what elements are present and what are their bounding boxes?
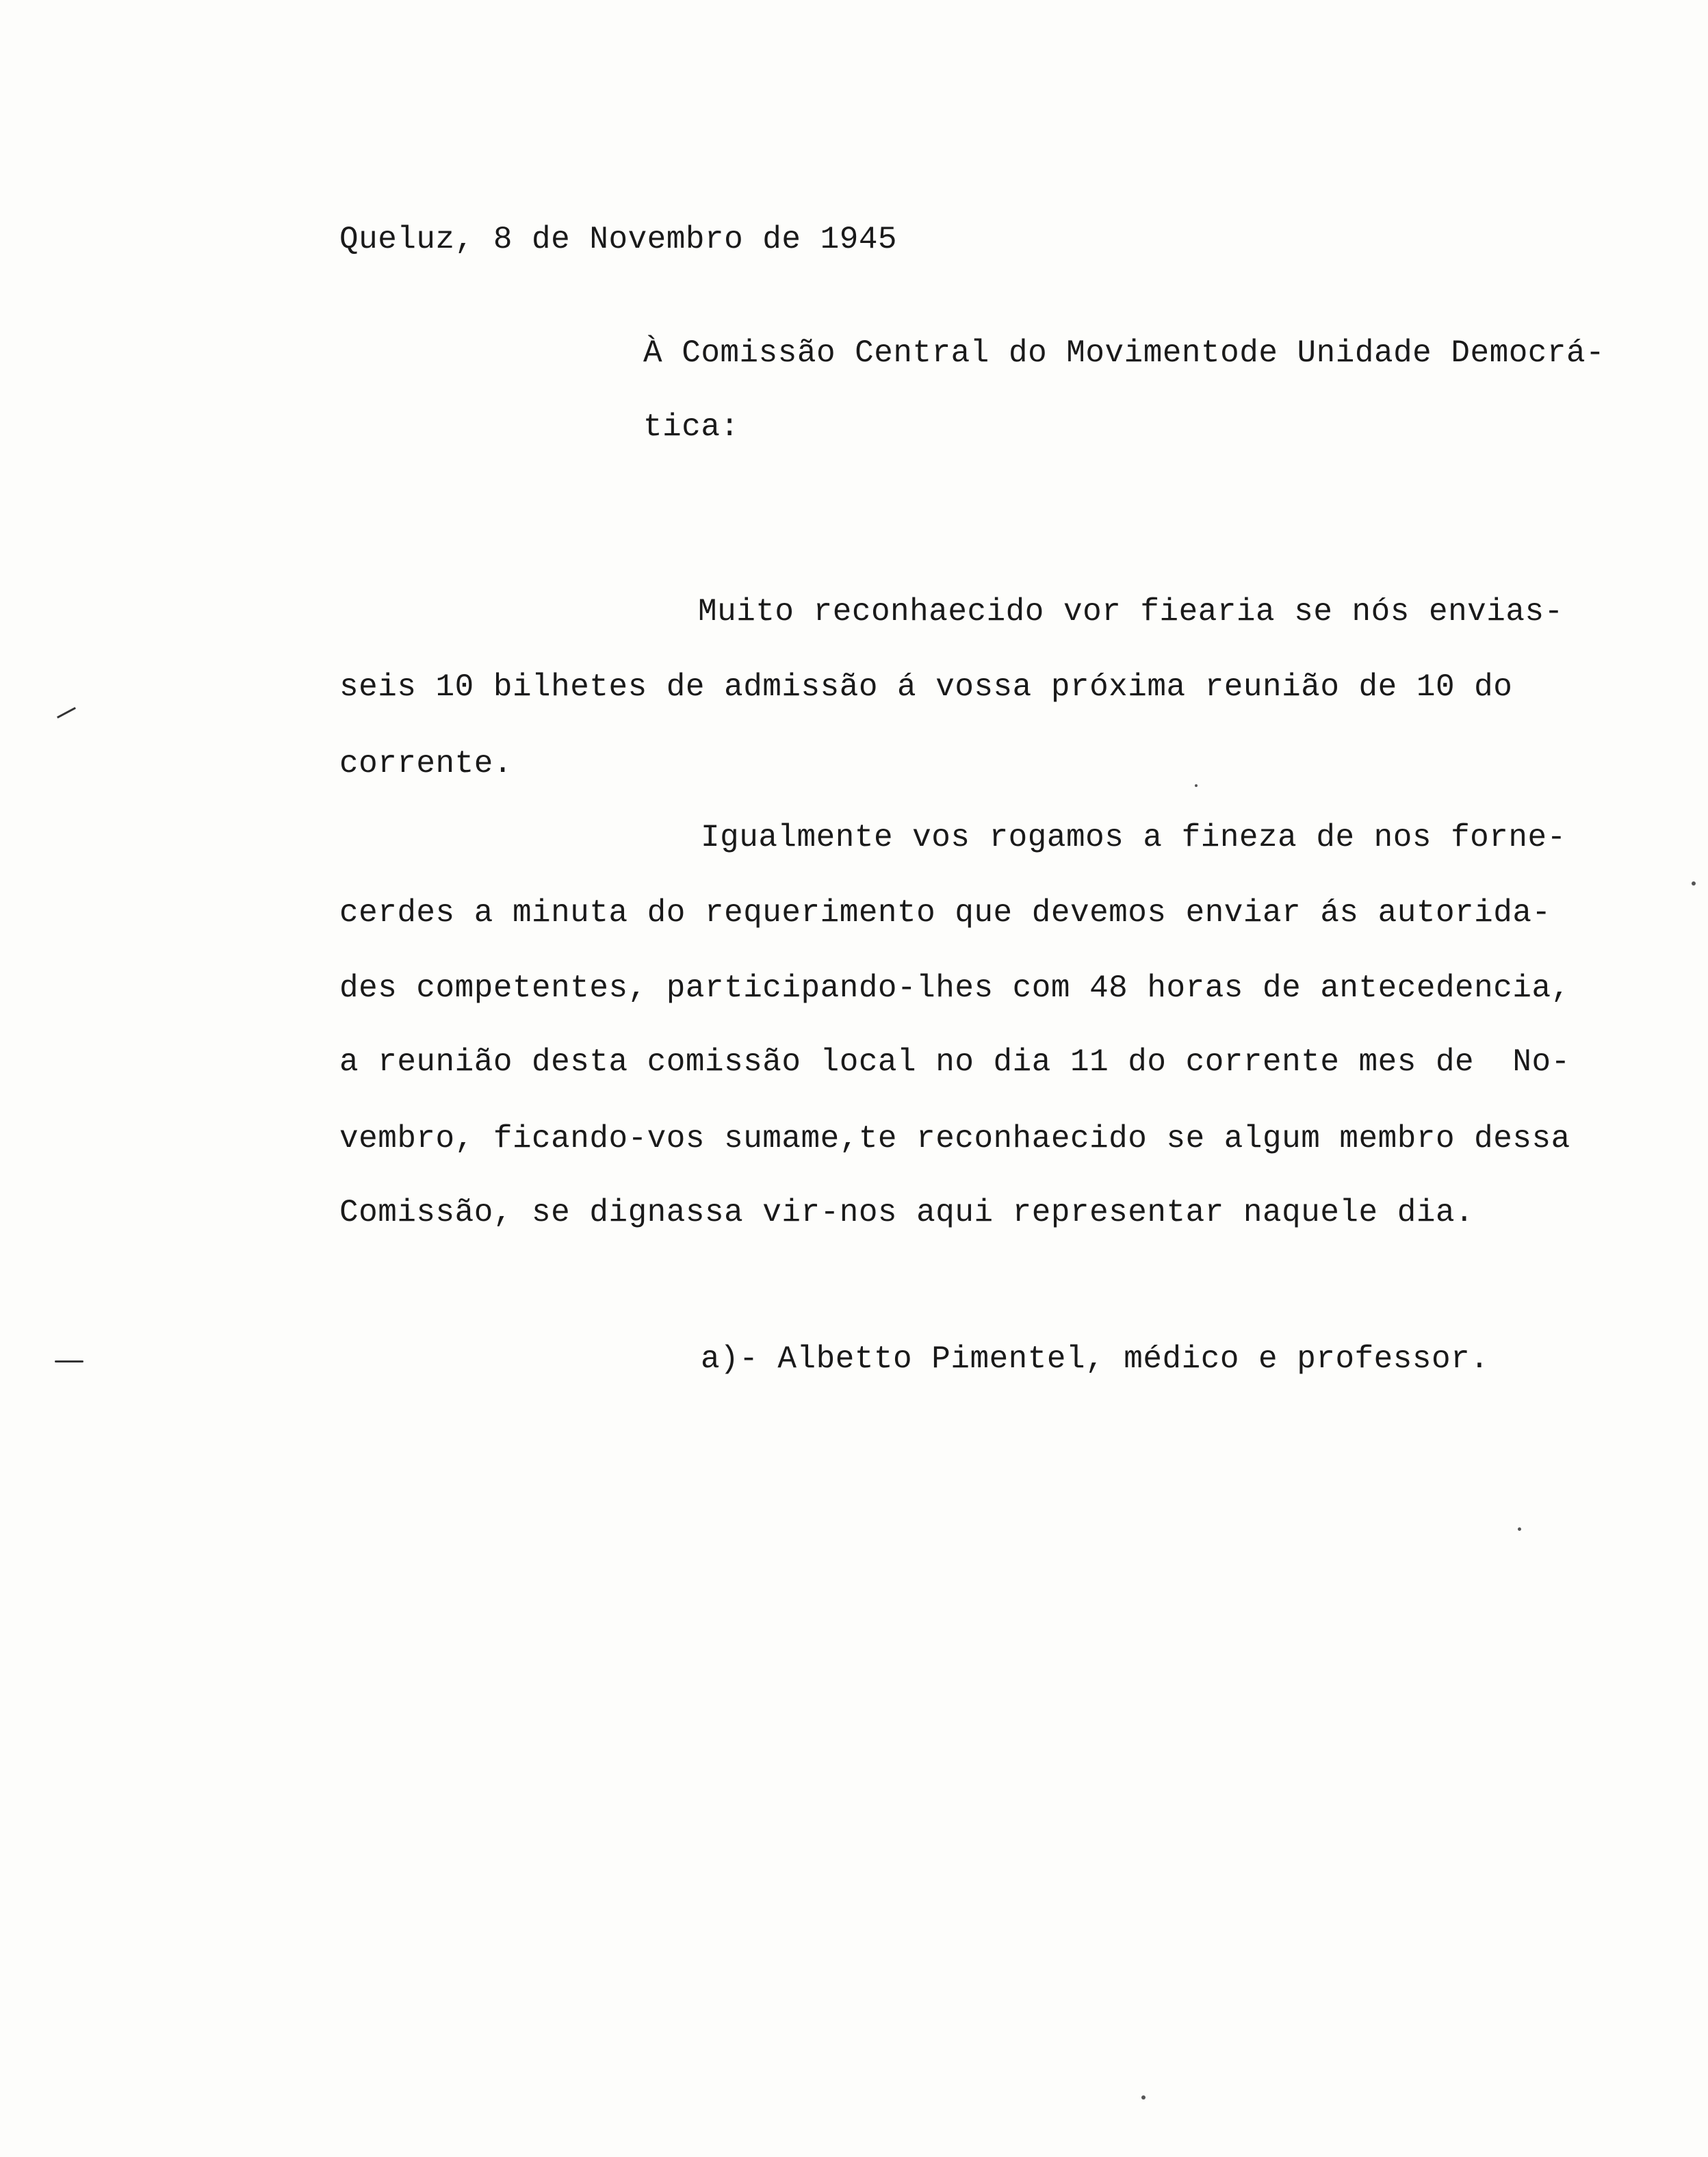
paragraph-1-line: seis 10 bilhetes de admissão á vossa próxima reunião de 10 do	[339, 669, 1513, 705]
paragraph-2-line: a reunião desta comissão local no dia 11 do corrente mes de No-	[339, 1044, 1570, 1080]
date-line: Queluz, 8 de Novembro de 1945	[339, 222, 898, 257]
paper-speck	[1141, 2095, 1146, 2100]
paragraph-2-line: cerdes a minuta do requerimento que devemos enviar ás autorida-	[339, 895, 1551, 931]
paper-speck	[1518, 1527, 1521, 1531]
addressee-line-1: À Comissão Central do Movimentode Unidade Democrá-	[643, 335, 1605, 371]
paragraph-1-line: corrente.	[339, 746, 513, 782]
addressee-line-2: tica:	[643, 409, 740, 445]
signature-line: a)- Albetto Pimentel, médico e professor.	[701, 1341, 1490, 1377]
paragraph-1-line: Muito reconhaecido vor fiearia se nós envias-	[698, 594, 1564, 630]
margin-pen-mark	[57, 707, 76, 719]
paper-speck	[1692, 881, 1696, 886]
margin-pen-mark	[55, 1360, 83, 1362]
paragraph-2-line: Comissão, se dignassa vir-nos aqui representar naquele dia.	[339, 1195, 1475, 1230]
paper-speck	[1195, 784, 1198, 787]
paragraph-2-line: Igualmente vos rogamos a fineza de nos forne-	[701, 820, 1566, 855]
paragraph-2-line: vembro, ficando-vos sumame,te reconhaecido se algum membro dessa	[339, 1121, 1570, 1157]
paragraph-2-line: des competentes, participando-lhes com 48 horas de antecedencia,	[339, 970, 1570, 1006]
